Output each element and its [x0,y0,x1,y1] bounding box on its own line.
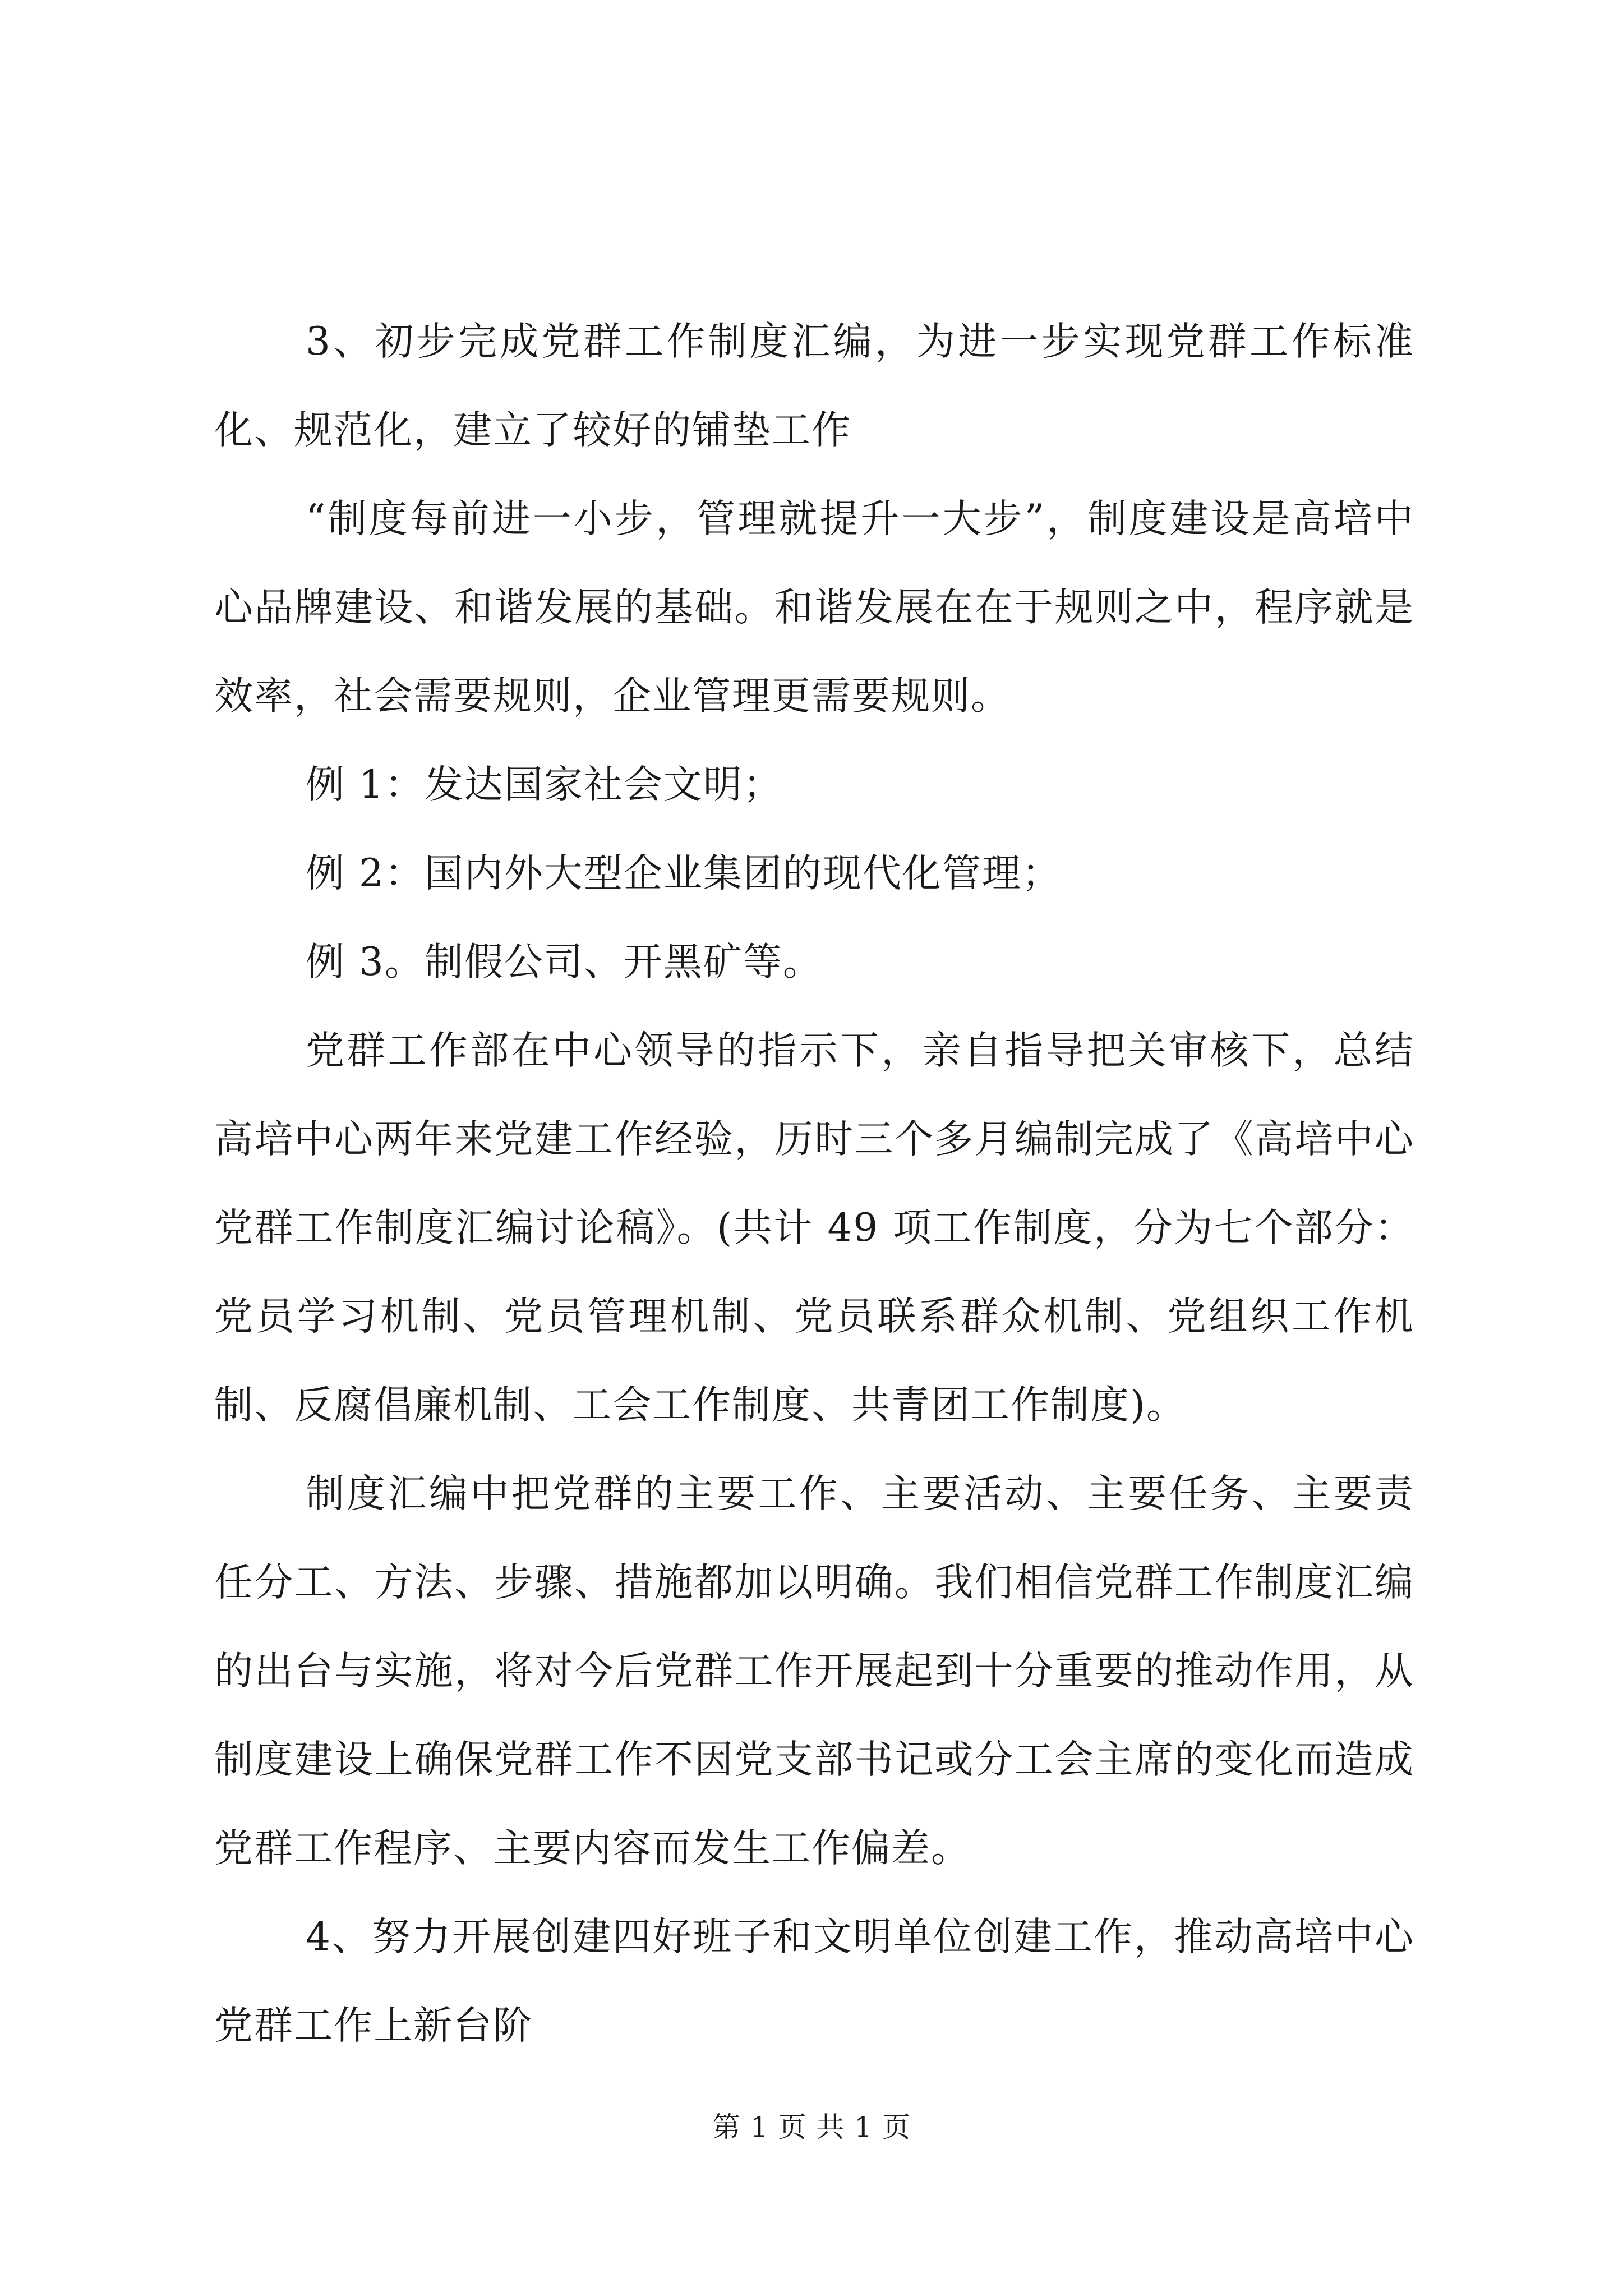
paragraph-example-3: 例 3。制假公司、开黑矿等。 [306,940,823,984]
paragraph-example-1: 例 1：发达国家社会文明； [306,762,783,807]
paragraph-compilation-content: 制度汇编中把党群的主要工作、主要活动、主要任务、主要责任分工、方法、步骤、措施都加以明确。我们相信党群工作制度汇编的出台与实施，将对今后党群工作开展起到十分重要的推动作用，从制度建设上确保党群工作不因党支部书记或分工会主席的变化而造成党群工作程序、主要内容而发生工作偏差。 [214,1471,1414,1871]
page-footer: 第 1 页 共 1 页 [712,2111,911,2143]
paragraph-quote: “制度每前进一小步，管理就提升一大步”，制度建设是高培中心品牌建设、和谐发展的基础。和谐发展在在于规则之中，程序就是效率，社会需要规则，企业管理更需要规则。 [214,496,1414,719]
document-body [214,297,1414,2070]
paragraph-section-3-heading: 3、初步完成党群工作制度汇编，为进一步实现党群工作标准化、规范化，建立了较好的铺垫工作 [214,319,1414,453]
paragraph-section-4-heading: 4、努力开展创建四好班子和文明单位创建工作，推动高培中心党群工作上新台阶 [214,1915,1414,2048]
paragraph-compilation: 党群工作部在中心领导的指示下，亲自指导把关审核下，总结高培中心两年来党建工作经验，历时三个多月编制完成了《高培中心党群工作制度汇编讨论稿》。(共计 49 项工作制度，分为七个部分：党员学习机制、党员管理机制、党员联系群众机制、党组织工作机制、反腐倡廉机制、工会工作制度、共青团工作制度)。 [214,1028,1414,1428]
paragraph-example-2: 例 2：国内外大型企业集团的现代化管理； [306,851,1062,896]
